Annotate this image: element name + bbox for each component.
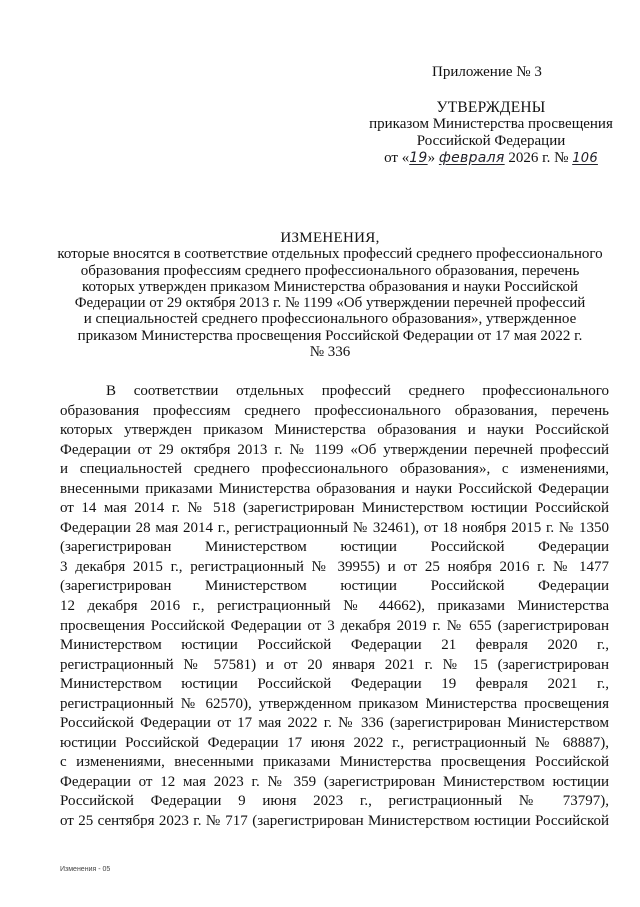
body-line: с изменениями, внесенными приказами Министерства просвещения Российской — [60, 754, 609, 771]
title-line: Федерации от 29 октября 2013 г. № 1199 «Об утверждении перечней профессий — [74, 295, 586, 312]
body-line: Министерством юстиции Российской Федерации 19 февраля 2021 г., — [60, 676, 609, 693]
approval-line-country: Российской Федерации — [416, 133, 566, 149]
body-line: 3 декабря 2015 г., регистрационный № 39955) и от 25 ноября 2016 г. № 1477 — [60, 558, 609, 575]
approval-block — [360, 99, 622, 167]
title-line: образования профессиям среднего профессионального образования, перечень — [80, 262, 580, 279]
body-line: регистрационный № 62570), утвержденном приказом Министерства просвещения — [60, 695, 609, 712]
appendix-label: Приложение № 3 — [432, 64, 542, 80]
title-line: и специальностей среднего профессионального образования», утвержденное — [83, 311, 577, 328]
footer-label: Изменения - 05 — [60, 866, 111, 873]
body-paragraph — [60, 382, 609, 832]
body-line: (зарегистрирован Министерством юстиции Российской Федерации — [60, 539, 609, 556]
approval-line-ministry: приказом Министерства просвещения — [369, 116, 613, 132]
body-line: внесенными приказами Министерства образования и науки Российской Федерации — [60, 480, 609, 497]
handwritten-month: февраля — [438, 150, 505, 166]
body-line: образования профессиям среднего профессионального образования, перечень — [60, 402, 609, 419]
body-line: и специальностей среднего профессионального образования», с изменениями, — [60, 461, 609, 478]
title-line: № 336 — [309, 344, 351, 361]
date-mid: » — [427, 150, 439, 166]
body-line: 12 декабря 2016 г., регистрационный № 44662), приказами Министерства — [60, 598, 609, 615]
document-title — [40, 230, 620, 360]
body-line: Федерации 28 мая 2014 г., регистрационный № 32461), от 18 ноября 2015 г. № 1350 — [60, 519, 609, 536]
approval-date-line — [360, 150, 622, 167]
body-line: Федерации от 12 мая 2023 г. № 359 (зарегистрирован Министерством юстиции — [60, 773, 609, 790]
body-line: регистрационный № 57581) и от 20 января 2021 г. № 15 (зарегистрирован — [60, 656, 609, 673]
body-line: которых утвержден приказом Министерства образования и науки Российской — [60, 422, 609, 439]
body-line: Российской Федерации 9 июня 2023 г., регистрационный № 73797), — [60, 793, 609, 810]
handwritten-order-number: 106 — [572, 151, 598, 166]
body-line: Федерации от 29 октября 2013 г. № 1199 «Об утверждении перечней профессий — [60, 441, 609, 458]
date-prefix: от « — [384, 150, 410, 166]
date-year: 2026 г. № — [504, 150, 573, 166]
body-line: от 25 сентября 2023 г. № 717 (зарегистрирован Министерством юстиции Российской — [60, 813, 609, 830]
body-line: от 14 мая 2014 г. № 518 (зарегистрирован Министерством юстиции Российской — [60, 500, 609, 517]
body-line: просвещения Российской Федерации от 3 декабря 2019 г. № 655 (зарегистрирован — [60, 617, 609, 634]
handwritten-day: 19 — [409, 150, 428, 166]
title-line: которые вносятся в соответствие отдельных профессий среднего профессионального — [57, 246, 603, 263]
body-line: (зарегистрирован Министерством юстиции Российской Федерации — [60, 578, 609, 595]
approval-heading: УТВЕРЖДЕНЫ — [436, 99, 546, 116]
body-line: Министерством юстиции Российской Федерации 21 февраля 2020 г., — [60, 637, 609, 654]
body-line: Российской Федерации от 17 мая 2022 г. № 336 (зарегистрирован Министерством — [60, 715, 609, 732]
title-line: которых утвержден приказом Министерства образования и науки Российской — [81, 278, 579, 295]
title-line: приказом Министерства просвещения Российской Федерации от 17 мая 2022 г. — [77, 327, 583, 344]
title-heading: ИЗМЕНЕНИЯ, — [280, 230, 380, 246]
body-line: В соответствии отдельных профессий среднего профессионального — [106, 383, 609, 399]
body-line: юстиции Российской Федерации 17 июня 2022 г., регистрационный № 68887), — [60, 734, 609, 751]
